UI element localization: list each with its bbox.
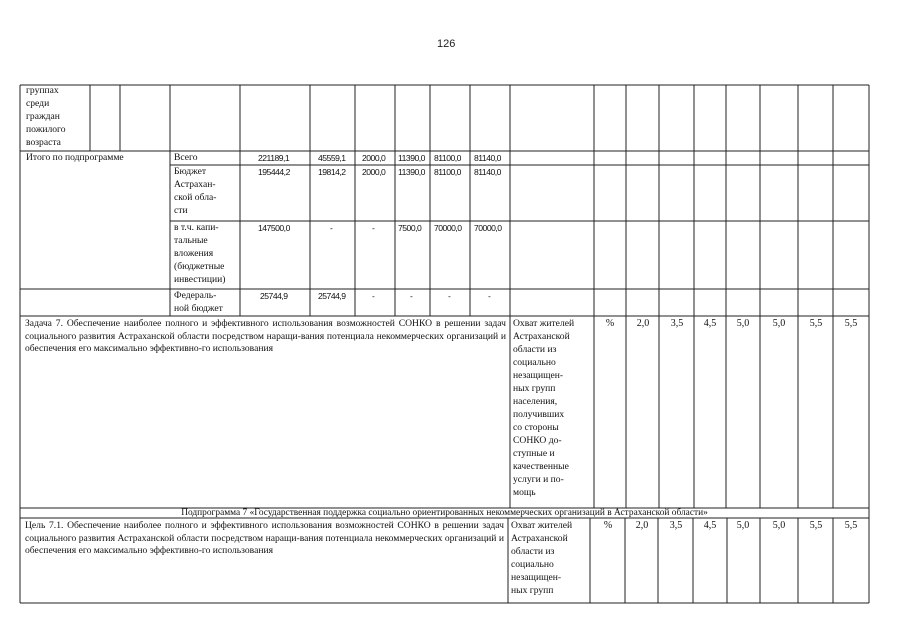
indicator-line: Астраханской (513, 331, 570, 342)
value-cell: 5,0 (772, 318, 786, 329)
funding-source-label: Всего (174, 152, 198, 163)
funding-source-label: тальные (174, 235, 208, 246)
indicator-line: области из (511, 546, 555, 557)
indicator-line: населения, (513, 396, 558, 407)
indicator-line: социально (511, 559, 554, 570)
value-cell: 5,5 (809, 520, 823, 531)
value-cell: - (330, 223, 333, 233)
indicator-line: Охват жителей (513, 318, 575, 329)
page-number: 126 (437, 38, 456, 50)
indicator-line: Астраханской (511, 533, 568, 544)
value-cell: 70000,0 (474, 223, 502, 233)
value-cell: 4,5 (703, 520, 717, 531)
value-cell: - (372, 291, 375, 301)
elderly-line: группах (26, 85, 59, 96)
indicator-line: получивших (513, 409, 565, 420)
elderly-line: граждан (26, 111, 60, 122)
value-cell: 5,0 (736, 520, 750, 531)
value-cell: - (448, 291, 451, 301)
value-cell: 5,5 (844, 520, 858, 531)
value-cell: 7500,0 (398, 223, 422, 233)
funding-source-label: Бюджет (174, 166, 207, 177)
indicator-line: незащищен- (511, 572, 562, 583)
funding-source-label: Федераль- (174, 290, 217, 301)
task-7-text: Задача 7. Обеспечение наиболее полного и эффективного использования возможностей СОНКО в решении задач социального развития Астраханской области посредством наращи-вания потенциала некоммерческих организаций и обеспечения его максимально эффективно-го использования (25, 318, 506, 355)
value-cell: 25744,9 (260, 291, 288, 301)
value-cell: 2000,0 (362, 153, 386, 163)
indicator-line: мощь (513, 487, 536, 498)
indicator-line: услуги и по- (513, 474, 564, 485)
funding-source-label: инвестиции) (174, 274, 226, 285)
subprogram-7-title: Подпрограмма 7 «Государственная поддержка социально ориентированных некоммерческих организаций в Астраханской области» (181, 508, 708, 518)
indicator-line: ных групп (513, 383, 556, 394)
funding-source-label: Астрахан- (174, 179, 216, 190)
indicator-line: области из (513, 344, 557, 355)
goal-7-1-text: Цель 7.1. Обеспечение наиболее полного и эффективного использования возможностей СОНКО в решении задач социального развития Астраханской области посредством наращи-вания потенциала некоммерческих организаций и обеспечения его максимально эффективно-го использования (25, 520, 504, 557)
indicator-line: Охват жителей (511, 520, 573, 531)
value-cell: 2000,0 (362, 167, 386, 177)
indicator-line: ных групп (511, 585, 554, 596)
value-cell: - (372, 223, 375, 233)
funding-source-label: сти (174, 205, 188, 216)
value-cell: 5,5 (844, 318, 858, 329)
value-cell: 81140,0 (474, 153, 501, 163)
indicator-line: социально (513, 357, 556, 368)
value-cell: 4,5 (703, 318, 717, 329)
value-cell: 3,5 (670, 318, 684, 329)
value-cell: 5,5 (809, 318, 823, 329)
value-cell: 19814,2 (318, 167, 346, 177)
indicator-line: ступные и (513, 448, 555, 459)
indicator-line: со стороны (513, 422, 559, 433)
elderly-line: пожилого (26, 124, 66, 135)
funding-source-label: (бюджетные (174, 261, 225, 272)
funding-source-label: в т.ч. капи- (174, 222, 219, 233)
value-cell: 5,0 (772, 520, 786, 531)
elderly-line: среди (26, 98, 50, 109)
funding-source-label: вложения (174, 248, 214, 259)
value-cell: 11390,0 (398, 153, 425, 163)
value-cell: 221189,1 (258, 153, 290, 163)
elderly-line: возраста (26, 137, 61, 148)
value-cell: 81100,0 (434, 153, 461, 163)
value-cell: - (410, 291, 413, 301)
value-cell: 81100,0 (434, 167, 461, 177)
indicator-line: качественные (513, 461, 569, 472)
funding-source-label: ской обла- (174, 192, 217, 203)
unit-cell: % (603, 520, 613, 531)
unit-cell: % (605, 318, 615, 329)
value-cell: 5,0 (736, 318, 750, 329)
value-cell: 45559,1 (318, 153, 346, 163)
value-cell: 11390,0 (398, 167, 425, 177)
value-cell: 25744,9 (318, 291, 346, 301)
indicator-line: СОНКО до- (513, 435, 562, 446)
value-cell: 3,5 (669, 520, 683, 531)
itogo-label: Итого по подпрограмме (26, 152, 124, 163)
value-cell: 2,0 (636, 318, 650, 329)
value-cell: 2,0 (635, 520, 649, 531)
value-cell: 70000,0 (434, 223, 462, 233)
value-cell: - (488, 291, 491, 301)
value-cell: 147500,0 (258, 223, 290, 233)
value-cell: 195444,2 (258, 167, 290, 177)
funding-source-label: ной бюджет (174, 303, 223, 314)
indicator-line: незащищен- (513, 370, 564, 381)
value-cell: 81140,0 (474, 167, 501, 177)
